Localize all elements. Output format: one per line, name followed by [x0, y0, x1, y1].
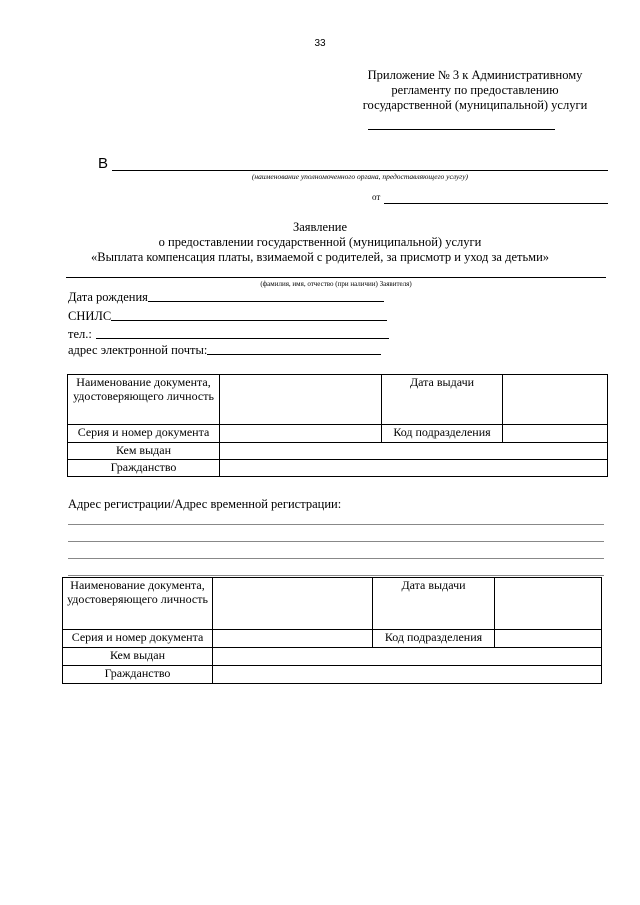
- citizenship-cell[interactable]: [220, 460, 608, 477]
- applicant-name-field[interactable]: [66, 277, 606, 278]
- doc-name-cell[interactable]: [213, 578, 373, 630]
- recipient-field[interactable]: [112, 170, 608, 171]
- sender-prefix: от: [372, 192, 381, 202]
- issued-by-cell[interactable]: [220, 443, 608, 460]
- citizenship-label: Гражданство: [68, 460, 220, 477]
- address-label: Адрес регистрации/Адрес временной регистрации:: [68, 497, 342, 511]
- snils-label: СНИЛС: [68, 309, 112, 323]
- identity-document-table-1: [67, 374, 608, 477]
- doc-name-cell[interactable]: [220, 375, 382, 425]
- recipient-caption: (наименование уполномоченного органа, предоставляющего услугу): [251, 172, 469, 181]
- application-subtitle-2: «Выплата компенсация платы, взимаемой с родителей, за присмотр и уход за детьми»: [90, 250, 550, 264]
- issued-by-label: Кем выдан: [68, 443, 220, 460]
- birth-date-row: [68, 290, 384, 305]
- appendix-underline: [368, 129, 555, 130]
- snils-field[interactable]: [111, 320, 387, 321]
- issued-by-label: Кем выдан: [63, 648, 213, 666]
- division-code-label: Код подразделения: [382, 425, 503, 443]
- division-code-label: Код подразделения: [373, 630, 495, 648]
- email-field[interactable]: [207, 354, 381, 355]
- citizenship-label: Гражданство: [63, 666, 213, 684]
- snils-row: [68, 309, 387, 324]
- division-code-cell[interactable]: [495, 630, 602, 648]
- identity-document-table-2: [62, 577, 602, 684]
- phone-row: [68, 327, 389, 342]
- email-label: адрес электронной почты:: [68, 343, 208, 357]
- issue-date-cell[interactable]: [503, 375, 608, 425]
- address-line-4[interactable]: [68, 575, 604, 576]
- page-number: 33: [314, 38, 326, 49]
- address-line-1[interactable]: [68, 524, 604, 525]
- appendix-line-3: государственной (муниципальной) услуги: [362, 98, 588, 112]
- phone-label: тел.:: [68, 327, 92, 341]
- recipient-prefix: В: [98, 155, 109, 172]
- appendix-line-1: Приложение № 3 к Административному: [367, 68, 583, 82]
- applicant-name-caption: (фамилия, имя, отчество (при наличии) Заявителя): [260, 280, 412, 288]
- sender-field[interactable]: [384, 203, 608, 204]
- application-title: Заявление: [292, 220, 347, 234]
- division-code-cell[interactable]: [503, 425, 608, 443]
- appendix-header: [350, 68, 600, 113]
- address-line-3[interactable]: [68, 558, 604, 559]
- email-row: [68, 343, 381, 358]
- issued-by-cell[interactable]: [213, 648, 602, 666]
- birth-date-field[interactable]: [148, 301, 384, 302]
- doc-name-label: Наименование документа, удостоверяющего личность: [63, 578, 213, 630]
- series-number-label: Серия и номер документа: [68, 425, 220, 443]
- issue-date-label: Дата выдачи: [382, 375, 503, 425]
- citizenship-cell[interactable]: [213, 666, 602, 684]
- birth-date-label: Дата рождения: [68, 290, 148, 304]
- issue-date-label: Дата выдачи: [373, 578, 495, 630]
- doc-name-label: Наименование документа, удостоверяющего личность: [68, 375, 220, 425]
- phone-field[interactable]: [96, 338, 389, 339]
- series-number-label: Серия и номер документа: [63, 630, 213, 648]
- application-subtitle-1: о предоставлении государственной (муниципальной) услуги: [158, 235, 482, 249]
- series-number-cell[interactable]: [220, 425, 382, 443]
- issue-date-cell[interactable]: [495, 578, 602, 630]
- address-line-2[interactable]: [68, 541, 604, 542]
- appendix-line-2: регламенту по предоставлению: [391, 83, 559, 97]
- series-number-cell[interactable]: [213, 630, 373, 648]
